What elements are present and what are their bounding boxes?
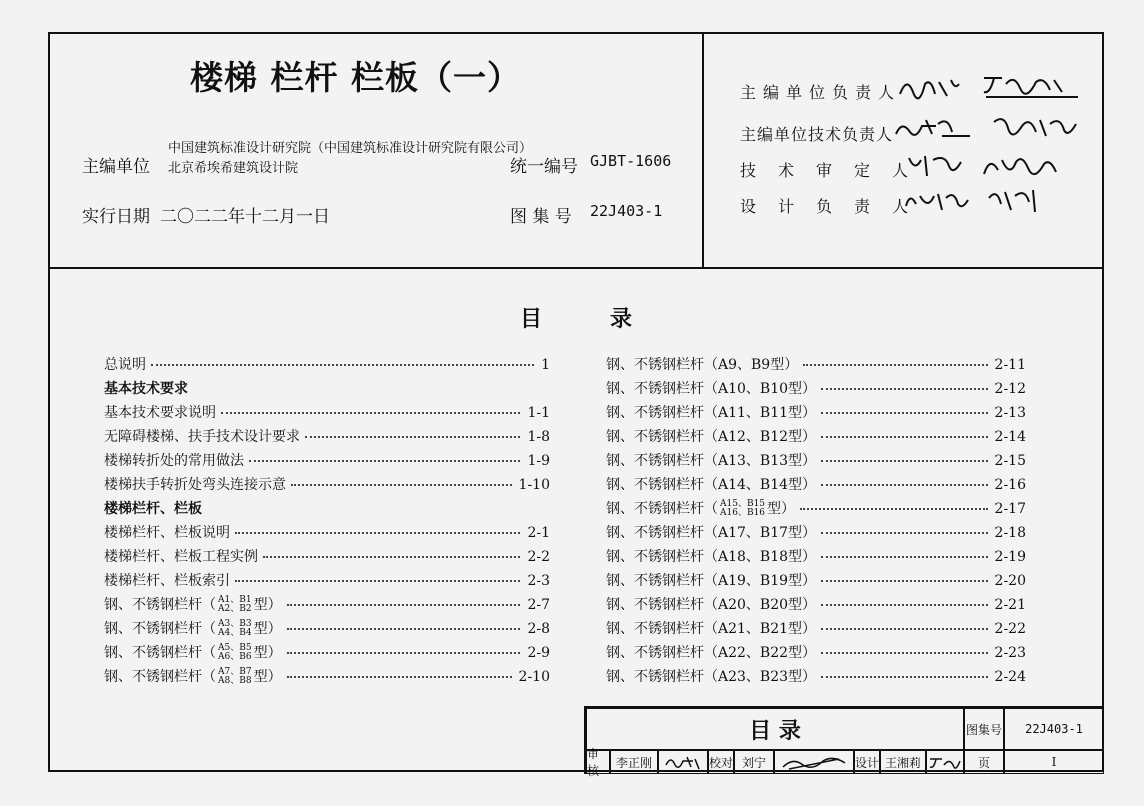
toc-entry-title	[104, 666, 285, 688]
toc-entry	[104, 378, 550, 400]
toc-entry	[104, 402, 550, 424]
toc-entry-suffix: 型）	[253, 645, 282, 661]
title-block	[584, 706, 1104, 778]
toc-entry-text: 总说明	[104, 357, 146, 373]
toc-entry-title	[104, 498, 205, 520]
toc-entry-title	[104, 378, 191, 400]
toc-entry-text: 钢、不锈钢栏杆（A23、B23型）	[606, 669, 817, 685]
toc-entry-page: 2-14	[992, 426, 1026, 448]
toc-entry-page: 2-9	[524, 642, 550, 664]
toc-entry-model: A5、B5	[218, 643, 252, 653]
designer-name: 王湘莉	[880, 750, 926, 774]
toc-entry-page: 2-3	[524, 570, 550, 592]
toc-entry-text: 钢、不锈钢栏杆（A11、B11型）	[606, 405, 817, 421]
sheet-frame	[48, 32, 1104, 778]
toc-entry-text: 钢、不锈钢栏杆（	[104, 669, 216, 685]
toc-entry	[104, 354, 550, 376]
checker-name: 刘宁	[734, 750, 774, 774]
toc-leader-dots	[821, 556, 988, 558]
toc-entry-title	[104, 402, 219, 424]
toc-entry	[104, 450, 550, 472]
toc-leader-dots	[287, 628, 520, 630]
toc-entry	[606, 642, 1026, 664]
atlas-no-cell-label: 图集号	[964, 708, 1004, 750]
toc-leader-dots	[235, 580, 520, 582]
toc-entry-text: 钢、不锈钢栏杆（A14、B14型）	[606, 477, 817, 493]
toc-leader-dots	[287, 652, 520, 654]
toc-entry	[606, 474, 1026, 496]
signature-image	[905, 150, 965, 180]
toc-leader-dots	[291, 484, 512, 486]
toc-entry-title	[606, 474, 819, 496]
toc-entry-page: 1-8	[524, 426, 550, 448]
toc-leader-dots	[821, 460, 988, 462]
header-vertical-divider	[702, 34, 704, 267]
toc-leader-dots	[305, 436, 520, 438]
toc-entry-model: A15、B15	[720, 499, 766, 509]
toc-leader-dots	[235, 532, 520, 534]
toc-leader-dots	[263, 556, 520, 558]
toc-entry	[104, 474, 550, 496]
toc-entry-model-stack	[218, 620, 252, 638]
implementation-date: 二〇二二年十二月一日	[160, 207, 330, 227]
reviewer-signature	[658, 750, 708, 774]
toc-entry-page: 1-10	[516, 474, 550, 496]
toc-entry	[104, 594, 550, 616]
toc-entry-text: 钢、不锈钢栏杆（	[104, 645, 216, 661]
toc-entry-title	[104, 426, 303, 448]
toc-entry-model: A4、B4	[218, 628, 252, 638]
toc-entry-page: 2-23	[992, 642, 1026, 664]
toc-entry	[606, 570, 1026, 592]
reviewer-name: 李正刚	[610, 750, 658, 774]
toc-leader-dots	[821, 628, 988, 630]
toc-entry-title	[104, 474, 289, 496]
toc-entry-suffix: 型）	[253, 597, 282, 613]
signature-image	[990, 112, 1080, 142]
toc-entry-text: 楼梯栏杆、栏板工程实例	[104, 549, 258, 565]
toc-entry-title	[104, 546, 261, 568]
toc-entry-title	[606, 546, 819, 568]
signature-image	[902, 186, 972, 216]
atlas-no-cell: 22J403-1	[1004, 708, 1104, 750]
toc-entry	[606, 498, 1026, 520]
toc-entry	[104, 666, 550, 688]
signoff-role-4: 设计负责人	[740, 197, 931, 216]
signature-image	[980, 150, 1060, 184]
toc-entry-title	[606, 666, 819, 688]
toc-entry-title	[606, 450, 819, 472]
toc-entry-title	[606, 498, 798, 520]
toc-entry-text: 楼梯扶手转折处弯头连接示意	[104, 477, 286, 493]
designer-signature	[926, 750, 964, 774]
toc-leader-dots	[800, 508, 988, 510]
toc-entry-title	[104, 594, 285, 616]
signoff-role-3: 技术审定人	[740, 161, 931, 180]
toc-entry-page: 2-12	[992, 378, 1026, 400]
toc-entry-title	[606, 426, 819, 448]
page-number: I	[1004, 750, 1104, 774]
toc-entry-text: 楼梯转折处的常用做法	[104, 453, 244, 469]
toc-leader-dots	[821, 604, 988, 606]
toc-entry-title	[104, 354, 149, 376]
toc-leader-dots	[287, 604, 520, 606]
signoff-role-1: 主编单位负责人	[740, 83, 902, 102]
toc-leader-dots	[821, 436, 988, 438]
toc-entry-text: 楼梯栏杆、栏板说明	[104, 525, 230, 541]
toc-entry-title	[606, 378, 819, 400]
toc-entry-text: 钢、不锈钢栏杆（A12、B12型）	[606, 429, 817, 445]
toc-leader-dots	[287, 676, 512, 678]
toc-entry	[104, 546, 550, 568]
toc-entry-text: 钢、不锈钢栏杆（A10、B10型）	[606, 381, 817, 397]
toc-entry-text: 楼梯栏杆、栏板索引	[104, 573, 230, 589]
toc-entry-page: 2-1	[524, 522, 550, 544]
toc-entry-title	[606, 642, 819, 664]
toc-entry-model: A16、B16	[720, 508, 766, 518]
toc-entry	[606, 594, 1026, 616]
toc-entry-page: 2-10	[516, 666, 550, 688]
toc-entry-model: A3、B3	[218, 619, 252, 629]
toc-entry-suffix: 型）	[253, 669, 282, 685]
signature-image	[980, 70, 1080, 100]
toc-entry-model: A2、B2	[218, 604, 252, 614]
toc-entry-text: 钢、不锈钢栏杆（A13、B13型）	[606, 453, 817, 469]
editor-label: 主编单位	[82, 157, 150, 177]
page-label: 页	[964, 750, 1004, 774]
toc-leader-dots	[821, 388, 988, 390]
editor-org-2: 北京希埃希建筑设计院	[168, 161, 299, 176]
toc-entry-suffix: 型）	[767, 501, 796, 517]
toc-entry-text: 钢、不锈钢栏杆（A20、B20型）	[606, 597, 817, 613]
toc-entry	[606, 546, 1026, 568]
toc-entry-title	[606, 402, 819, 424]
toc-entry	[104, 642, 550, 664]
unified-no-label: 统一编号	[510, 157, 578, 177]
toc-entry-model: A7、B7	[218, 667, 252, 677]
toc-leader-dots	[803, 364, 988, 366]
toc-entry-text: 无障碍楼梯、扶手技术设计要求	[104, 429, 300, 445]
toc-entry	[606, 402, 1026, 424]
toc-entry-model-stack	[218, 596, 252, 614]
toc-entry	[104, 498, 550, 520]
checker-signature	[774, 750, 854, 774]
toc-entry-text: 钢、不锈钢栏杆（A17、B17型）	[606, 525, 817, 541]
toc-entry-model: A1、B1	[218, 595, 252, 605]
check-label: 校对	[708, 750, 734, 774]
toc-entry-page: 1-9	[524, 450, 550, 472]
header-divider	[50, 267, 1102, 269]
toc-entry	[606, 618, 1026, 640]
toc-entry-page: 2-16	[992, 474, 1026, 496]
toc-entry-title	[104, 618, 285, 640]
toc-leader-dots	[821, 532, 988, 534]
toc-entry-page: 2-7	[524, 594, 550, 616]
sheet-title: 目 录	[586, 708, 964, 750]
toc-entry	[606, 354, 1026, 376]
toc-entry-title	[606, 522, 819, 544]
toc-entry-title	[606, 618, 819, 640]
toc-leader-dots	[821, 412, 988, 414]
toc-leader-dots	[249, 460, 520, 462]
toc-entry-title	[104, 642, 285, 664]
toc-entry-page: 2-18	[992, 522, 1026, 544]
toc-entry-title	[104, 570, 233, 592]
toc-entry-page: 1	[538, 354, 550, 376]
editor-org-1: 中国建筑标准设计研究院（中国建筑标准设计研究院有限公司）	[168, 141, 533, 156]
toc-entry-page: 2-8	[524, 618, 550, 640]
toc-entry	[606, 378, 1026, 400]
toc-heading-right: 录	[610, 307, 633, 332]
toc-leader-dots	[821, 676, 988, 678]
toc-entry-page: 2-17	[992, 498, 1026, 520]
toc-leader-dots	[821, 484, 988, 486]
toc-entry-model-stack	[720, 500, 765, 518]
signature-image	[985, 184, 1055, 216]
toc-entry-page: 1-1	[524, 402, 550, 424]
toc-entry	[104, 570, 550, 592]
toc-entry-text: 楼梯栏杆、栏板	[104, 501, 202, 517]
signature-image	[892, 114, 972, 144]
toc-entry-page: 2-22	[992, 618, 1026, 640]
signoff-role-2: 主编单位技术负责人	[740, 125, 894, 144]
toc-entry-model-stack	[218, 668, 252, 686]
toc-entry-text: 钢、不锈钢栏杆（	[104, 621, 216, 637]
toc-heading-left: 目	[520, 307, 543, 332]
toc-entry-text: 钢、不锈钢栏杆（A22、B22型）	[606, 645, 817, 661]
toc-entry-title	[606, 570, 819, 592]
toc-entry-model-stack	[218, 644, 252, 662]
toc-entry-title	[104, 522, 233, 544]
toc-entry-page: 2-24	[992, 666, 1026, 688]
design-label: 设计	[854, 750, 880, 774]
toc-entry-title	[104, 450, 247, 472]
toc-leader-dots	[221, 412, 520, 414]
toc-entry-page: 2-2	[524, 546, 550, 568]
review-label: 审核	[586, 750, 610, 774]
toc-entry-suffix: 型）	[253, 621, 282, 637]
toc-entry-page: 2-15	[992, 450, 1026, 472]
toc-entry-text: 钢、不锈钢栏杆（A9、B9型）	[606, 357, 799, 373]
toc-entry	[606, 426, 1026, 448]
toc-entry-text: 基本技术要求	[104, 381, 188, 397]
toc-entry-page: 2-13	[992, 402, 1026, 424]
toc-entry	[104, 522, 550, 544]
toc-entry-text: 钢、不锈钢栏杆（A18、B18型）	[606, 549, 817, 565]
date-label: 实行日期	[82, 207, 150, 227]
toc-entry-model: A6、B6	[218, 652, 252, 662]
toc-entry-title	[606, 594, 819, 616]
atlas-no-label: 图 集 号	[510, 207, 572, 227]
toc-leader-dots	[821, 652, 988, 654]
toc-leader-dots	[821, 580, 988, 582]
toc-entry	[104, 618, 550, 640]
toc-entry	[606, 522, 1026, 544]
toc-leader-dots	[151, 364, 534, 366]
atlas-no: 22J403-1	[590, 202, 663, 220]
toc-entry-page: 2-11	[992, 354, 1026, 376]
toc-entry-model: A8、B8	[218, 676, 252, 686]
atlas-title: 楼梯 栏杆 栏板（一）	[190, 58, 521, 97]
toc-entry	[606, 450, 1026, 472]
toc-entry-page: 2-19	[992, 546, 1026, 568]
toc-entry-title	[606, 354, 801, 376]
toc-entry-page: 2-20	[992, 570, 1026, 592]
toc-entry-text: 钢、不锈钢栏杆（	[606, 501, 718, 517]
signature-image	[895, 72, 965, 102]
toc-entry-text: 钢、不锈钢栏杆（A21、B21型）	[606, 621, 817, 637]
unified-no: GJBT-1606	[590, 152, 672, 170]
toc-entry-page: 2-21	[992, 594, 1026, 616]
toc-entry	[104, 426, 550, 448]
toc-entry	[606, 666, 1026, 688]
toc-entry-text: 钢、不锈钢栏杆（A19、B19型）	[606, 573, 817, 589]
toc-entry-text: 钢、不锈钢栏杆（	[104, 597, 216, 613]
toc-entry-text: 基本技术要求说明	[104, 405, 216, 421]
